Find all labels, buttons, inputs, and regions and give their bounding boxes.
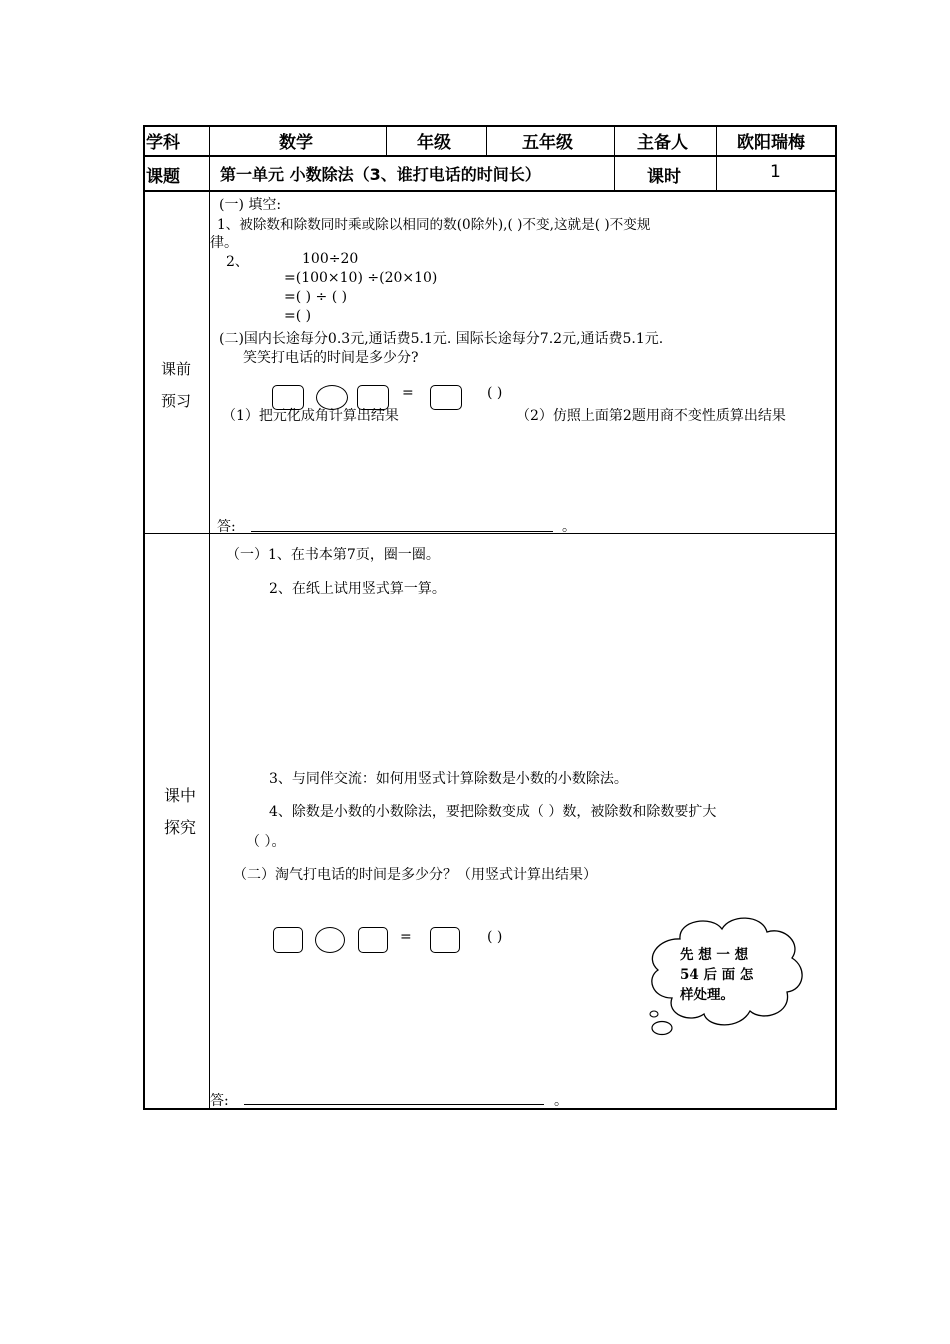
answer-label: 答:	[217, 519, 236, 535]
explore-label-2: 探究	[164, 818, 197, 837]
explore-answer-end: 。	[554, 1093, 568, 1109]
grid-line	[209, 125, 210, 1110]
explore-step-4-line2: （ ）。	[246, 834, 286, 850]
answer-box[interactable]	[430, 385, 462, 410]
grid-line	[835, 125, 837, 1110]
cloud-text-1: 先 想 一 想	[680, 947, 749, 963]
unit-parentheses: ( )	[487, 929, 503, 945]
cloud-text-3: 样处理。	[680, 987, 734, 1003]
explore-answer-label: 答:	[210, 1093, 229, 1109]
topic-label: 课题	[146, 167, 180, 187]
question-2-expr3: =( ) ÷ ( )	[284, 289, 348, 305]
explore-step-1: （一）1、在书本第7页，圈一圈。	[226, 547, 440, 563]
grid-line	[143, 190, 836, 192]
period-value: 1	[770, 162, 781, 182]
question-1-line2: 律。	[210, 235, 238, 251]
method-2: （2）仿照上面第2题用商不变性质算出结果	[516, 408, 786, 424]
topic-value: 第一单元 小数除法（3、谁打电话的时间长）	[220, 165, 541, 184]
cloud-bubble-large	[652, 1022, 672, 1035]
grid-line	[716, 125, 717, 191]
grid-line	[143, 125, 836, 127]
grade-value: 五年级	[522, 133, 573, 153]
grid-line	[143, 125, 145, 1110]
grid-line	[143, 533, 836, 534]
unit-parentheses: ( )	[487, 385, 503, 401]
question-2-expr4: =( )	[284, 308, 312, 324]
grid-line	[386, 125, 387, 156]
grade-label: 年级	[417, 133, 451, 153]
question-2-expr1: 100÷20	[302, 251, 359, 267]
preparer-label: 主备人	[637, 133, 688, 153]
equals-sign: =	[402, 385, 414, 401]
answer-line[interactable]	[251, 531, 553, 532]
preview-label-1: 课前	[161, 360, 192, 378]
explore-part-2: （二）淘气打电话的时间是多少分？（用竖式计算出结果）	[233, 867, 597, 883]
preview-label-2: 预习	[161, 392, 192, 410]
explore-step-3: 3、与同伴交流：如何用竖式计算除数是小数的小数除法。	[269, 771, 628, 787]
question-2-expr2: =(100×10) ÷(20×10)	[284, 270, 438, 286]
fill-in-title: (一) 填空:	[219, 197, 282, 213]
method-1: （1）把元化成角计算出结果	[222, 408, 399, 424]
question-2-number: 2、	[226, 254, 249, 270]
subject-value: 数学	[279, 133, 313, 153]
question-1-line1: 1、被除数和除数同时乘或除以相同的数(0除外),( )不变,这就是( )不变规	[217, 217, 651, 233]
preparer-value: 欧阳瑞梅	[737, 133, 805, 153]
grid-line	[486, 125, 487, 156]
cloud-text-2: 54 后 面 怎	[680, 967, 754, 983]
explore-label-1: 课中	[164, 786, 197, 805]
grid-line	[143, 1108, 836, 1110]
answer-box[interactable]	[358, 927, 388, 953]
explore-answer-line[interactable]	[244, 1104, 544, 1105]
equals-sign: =	[400, 929, 412, 945]
answer-box[interactable]	[430, 927, 460, 953]
operator-circle[interactable]	[315, 927, 345, 953]
cloud-bubble-small	[650, 1011, 658, 1017]
phone-problem-line2: 笑笑打电话的时间是多少分?	[243, 350, 419, 366]
grid-line	[614, 125, 615, 191]
answer-box[interactable]	[273, 927, 303, 953]
answer-end: 。	[562, 519, 576, 535]
phone-problem-line1: (二)国内长途每分0.3元,通话费5.1元. 国际长途每分7.2元,通话费5.1元.	[219, 331, 664, 347]
grid-line	[143, 155, 836, 157]
period-label: 课时	[647, 167, 681, 187]
explore-step-2: 2、在纸上试用竖式算一算。	[269, 581, 446, 597]
subject-label: 学科	[146, 133, 180, 153]
explore-step-4-line1: 4、除数是小数的小数除法，要把除数变成（ ）数，被除数和除数要扩大	[269, 804, 717, 820]
